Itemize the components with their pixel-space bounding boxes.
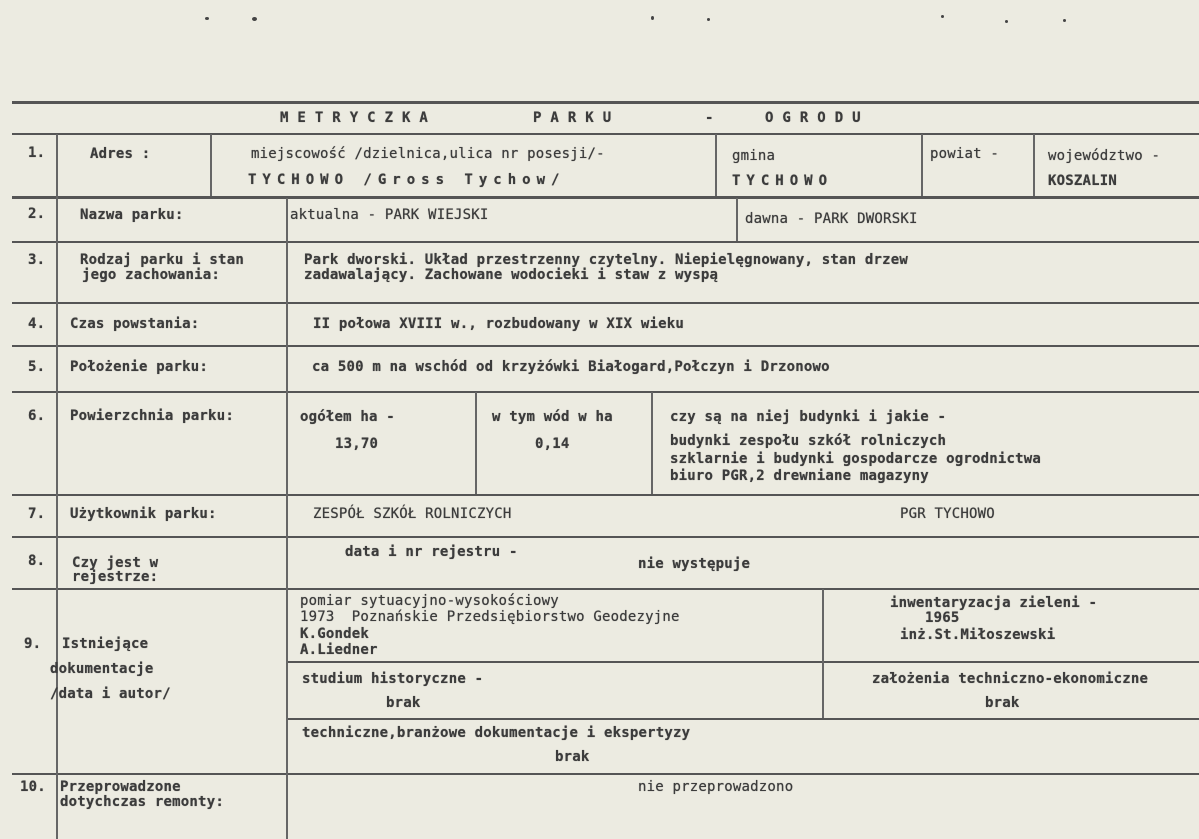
row3-value-line1: Park dworski. Układ przestrzenny czytelny. Niepielęgnowany, stan drzew <box>304 252 909 268</box>
row8-label-line1: Czy jest w <box>72 555 159 571</box>
row9-branch-header: techniczne,branżowe dokumentacje i ekspertyzy <box>302 725 691 741</box>
rule-col-label <box>286 198 288 839</box>
rule-row5-bottom <box>12 391 1199 393</box>
row6-label: Powierzchnia parku: <box>70 408 234 424</box>
ink-speck <box>252 17 257 21</box>
title-dash: - <box>705 110 714 126</box>
row4-label: Czas powstania: <box>70 316 200 332</box>
row7-user-1: ZESPÓŁ SZKÓŁ ROLNICZYCH <box>313 506 512 522</box>
rule-col-r1-a <box>210 134 212 196</box>
row5-value: ca 500 m na wschód od krzyżówki Białogard,Połczyn i Drzonowo <box>312 359 830 375</box>
row10-number: 10. <box>20 779 46 795</box>
rule-title-bottom <box>12 133 1199 135</box>
rule-row9-sub2 <box>287 718 1199 720</box>
rule-row9-bottom <box>12 773 1199 775</box>
row1-powiat-header: powiat - <box>930 146 1000 162</box>
row9-number: 9. <box>24 636 42 652</box>
row8-register-value: nie występuje <box>638 556 751 572</box>
row9-technical-value: brak <box>985 695 1020 711</box>
rule-col-r1-d <box>1033 134 1035 196</box>
rule-col-r9 <box>822 589 824 718</box>
row9-survey-line3: K.Gondek <box>300 626 370 642</box>
row9-survey-line4: A.Liedner <box>300 642 378 658</box>
row9-history-header: studium historyczne - <box>302 671 484 687</box>
row2-current-name: aktualna - PARK WIEJSKI <box>290 207 489 223</box>
rule-col-num <box>56 134 58 839</box>
row9-inventory-year: 1965 <box>925 610 960 626</box>
row5-label: Położenie parku: <box>70 359 209 375</box>
row6-water-header: w tym wód w ha <box>492 409 613 425</box>
row1-gmina-header: gmina <box>732 148 776 164</box>
ink-speck <box>1005 20 1008 23</box>
row9-survey-line2: 1973 Poznańskie Przedsiębiorstwo Geodezyjne <box>300 609 680 625</box>
row2-former-name: dawna - PARK DWORSKI <box>745 211 918 227</box>
rule-col-r2 <box>736 198 738 241</box>
title-part-3: OGRODU <box>765 110 870 126</box>
row8-label-line2: rejestrze: <box>72 569 159 585</box>
row9-label-line3: /data i autor/ <box>50 686 171 702</box>
row1-location-value: TYCHOWO /Gross Tychow/ <box>248 172 566 188</box>
row3-label-line1: Rodzaj parku i stan <box>80 252 244 268</box>
row3-value-line2: zadawalający. Zachowane wodocieki i staw z wyspą <box>304 267 719 283</box>
rule-row6-bottom <box>12 494 1199 496</box>
row6-buildings-header: czy są na niej budynki i jakie - <box>670 409 947 425</box>
row9-label-line2: dokumentacje <box>50 661 154 677</box>
row7-label: Użytkownik parku: <box>70 506 217 522</box>
rule-col-r1-c <box>921 134 923 196</box>
row6-buildings-line2: szklarnie i budynki gospodarcze ogrodnictwa <box>670 451 1042 467</box>
row7-number: 7. <box>28 506 46 522</box>
rule-row8-bottom <box>12 588 1199 590</box>
row8-number: 8. <box>28 553 46 569</box>
row2-number: 2. <box>28 206 46 222</box>
row1-gmina-value: TYCHOWO <box>732 173 834 189</box>
row5-number: 5. <box>28 359 46 375</box>
rule-row2-bottom <box>12 241 1199 243</box>
row6-buildings-line1: budynki zespołu szkół rolniczych <box>670 433 947 449</box>
row6-total-header: ogółem ha - <box>300 409 395 425</box>
row3-number: 3. <box>28 252 46 268</box>
row1-label: Adres : <box>90 146 151 162</box>
ink-speck <box>1063 19 1066 22</box>
row9-label-line1: Istniejące <box>62 636 149 652</box>
rule-col-r6-b <box>651 392 653 494</box>
rule-top <box>12 101 1199 104</box>
rule-col-r1-b <box>715 134 717 196</box>
row2-label: Nazwa parku: <box>80 207 184 223</box>
row9-survey-line1: pomiar sytuacyjno-wysokościowy <box>300 593 559 609</box>
row9-inventory-author: inż.St.Miłoszewski <box>900 627 1056 643</box>
row6-number: 6. <box>28 408 46 424</box>
row9-technical-header: założenia techniczno-ekonomiczne <box>872 671 1149 687</box>
row10-value: nie przeprowadzono <box>638 779 794 795</box>
row10-label-line2: dotychczas remonty: <box>60 794 224 810</box>
rule-row7-bottom <box>12 536 1199 538</box>
title-part-1: METRYCZKA <box>280 110 437 126</box>
row6-buildings-line3: biuro PGR,2 drewniane magazyny <box>670 468 929 484</box>
row1-number: 1. <box>28 145 46 161</box>
row6-total-value: 13,70 <box>335 436 379 452</box>
row9-history-value: brak <box>386 695 421 711</box>
ink-speck <box>941 15 944 18</box>
ink-speck <box>707 18 710 21</box>
title-part-2: PARKU <box>533 110 621 126</box>
rule-row3-bottom <box>12 302 1199 304</box>
rule-row9-sub1 <box>287 661 1199 663</box>
row4-number: 4. <box>28 316 46 332</box>
ink-speck <box>651 16 654 20</box>
row8-register-header: data i nr rejestru - <box>345 544 518 560</box>
row9-branch-value: brak <box>555 749 590 765</box>
ink-speck <box>205 17 209 20</box>
row10-label-line1: Przeprowadzone <box>60 779 181 795</box>
rule-row1-bottom <box>12 196 1199 199</box>
row1-voivodeship-header: województwo - <box>1048 148 1161 164</box>
row4-value: II połowa XVIII w., rozbudowany w XIX wieku <box>313 316 685 332</box>
row7-user-2: PGR TYCHOWO <box>900 506 995 522</box>
row1-voivodeship-value: KOSZALIN <box>1048 173 1118 189</box>
row3-label-line2: jego zachowania: <box>82 267 221 283</box>
rule-row4-bottom <box>12 345 1199 347</box>
row1-location-header: miejscowość /dzielnica,ulica nr posesji/- <box>251 146 605 162</box>
rule-col-r6-a <box>475 392 477 494</box>
row6-water-value: 0,14 <box>535 436 570 452</box>
row9-inventory-header: inwentaryzacja zieleni - <box>890 595 1098 611</box>
